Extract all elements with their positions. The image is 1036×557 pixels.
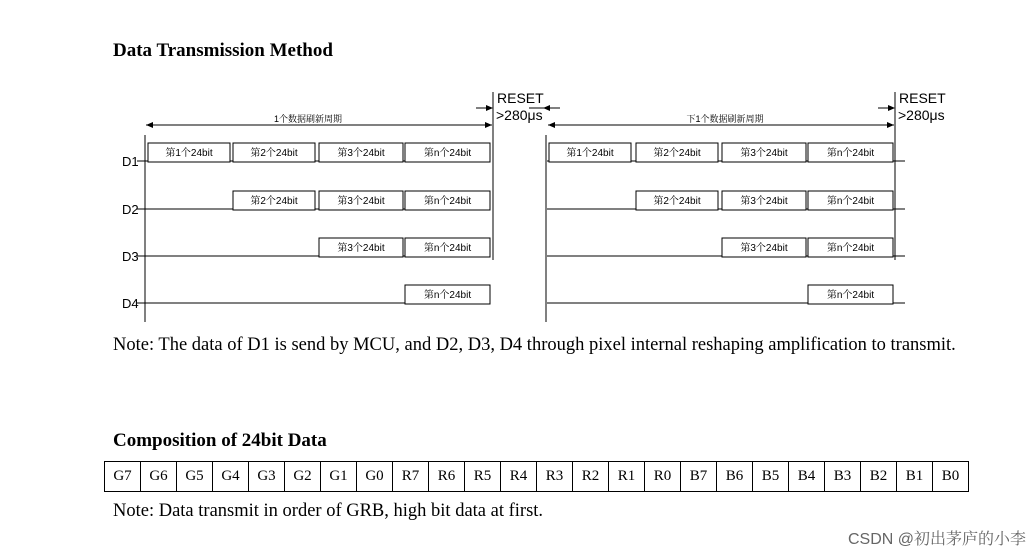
reset-label-2: RESET — [899, 90, 946, 106]
bit-cell-g3: G3 — [249, 462, 285, 492]
bit-cell-r5: R5 — [465, 462, 501, 492]
bit-cell-b6: B6 — [717, 462, 753, 492]
block-label: 第n个24bit — [423, 290, 472, 301]
bit-cell-r2: R2 — [573, 462, 609, 492]
bit-cell-g2: G2 — [285, 462, 321, 492]
block-label: 第n个24bit — [423, 243, 472, 254]
bit-cell-b3: B3 — [825, 462, 861, 492]
line-label-d2: D2 — [122, 202, 139, 217]
block-label: 第n个24bit — [423, 148, 472, 159]
bit-cell-g5: G5 — [177, 462, 213, 492]
arrowhead — [486, 105, 493, 111]
bit-cell-g7: G7 — [105, 462, 141, 492]
block-label: 第n个24bit — [826, 196, 875, 207]
block-label: 第n个24bit — [826, 290, 875, 301]
bit-cell-b4: B4 — [789, 462, 825, 492]
bit-cell-g4: G4 — [213, 462, 249, 492]
arrowhead — [146, 122, 153, 128]
block-label: 第2个24bit — [250, 148, 298, 159]
reset-time-2: >280μs — [898, 107, 945, 123]
bit-cell-b2: B2 — [861, 462, 897, 492]
reset-time-1: >280μs — [496, 107, 543, 123]
arrowhead — [888, 105, 895, 111]
block-label: 第1个24bit — [165, 148, 213, 159]
arrowhead — [887, 122, 894, 128]
bit-cell-g1: G1 — [321, 462, 357, 492]
watermark: CSDN @初出茅庐的小李 — [847, 531, 1026, 548]
bit-cell-b7: B7 — [681, 462, 717, 492]
bit-cell-b1: B1 — [897, 462, 933, 492]
arrowhead — [485, 122, 492, 128]
section-title-transmission: Data Transmission Method — [113, 40, 333, 61]
block-label: 第n个24bit — [826, 243, 875, 254]
block-label: 第3个24bit — [740, 196, 788, 207]
line-label-d3: D3 — [122, 249, 139, 264]
bit-cell-r7: R7 — [393, 462, 429, 492]
period-label-1: 1个数据刷新周期 — [273, 114, 343, 124]
line-label-d1: D1 — [122, 154, 139, 169]
block-label: 第1个24bit — [566, 148, 614, 159]
bit-cell-r3: R3 — [537, 462, 573, 492]
block-label: 第n个24bit — [423, 196, 472, 207]
block-label: 第2个24bit — [250, 196, 298, 207]
note-transmission: Note: The data of D1 is send by MCU, and D2, D3, D4 through pixel internal reshaping amplification to transmit. — [113, 335, 956, 355]
note-composition: Note: Data transmit in order of GRB, high bit data at first. — [113, 501, 544, 521]
block-label: 第2个24bit — [653, 196, 701, 207]
arrowhead — [543, 105, 550, 111]
period-label-2: 下1个数据刷新周期 — [686, 114, 764, 124]
line-label-d4: D4 — [122, 296, 139, 311]
bit-row — [105, 462, 969, 492]
block-label: 第3个24bit — [337, 196, 385, 207]
block-label: 第3个24bit — [337, 148, 385, 159]
bit-cell-r1: R1 — [609, 462, 645, 492]
bit-cell-r6: R6 — [429, 462, 465, 492]
bit-cell-b5: B5 — [753, 462, 789, 492]
arrowhead — [548, 122, 555, 128]
bit-composition-table — [104, 461, 969, 492]
bit-cell-r4: R4 — [501, 462, 537, 492]
block-label: 第2个24bit — [653, 148, 701, 159]
block-label: 第3个24bit — [740, 148, 788, 159]
block-label: 第3个24bit — [740, 243, 788, 254]
bit-cell-g0: G0 — [357, 462, 393, 492]
block-label: 第n个24bit — [826, 148, 875, 159]
block-label: 第3个24bit — [337, 243, 385, 254]
bit-cell-b0: B0 — [933, 462, 969, 492]
bit-cell-g6: G6 — [141, 462, 177, 492]
section-title-composition: Composition of 24bit Data — [113, 430, 327, 451]
reset-label-1: RESET — [497, 90, 544, 106]
bit-cell-r0: R0 — [645, 462, 681, 492]
